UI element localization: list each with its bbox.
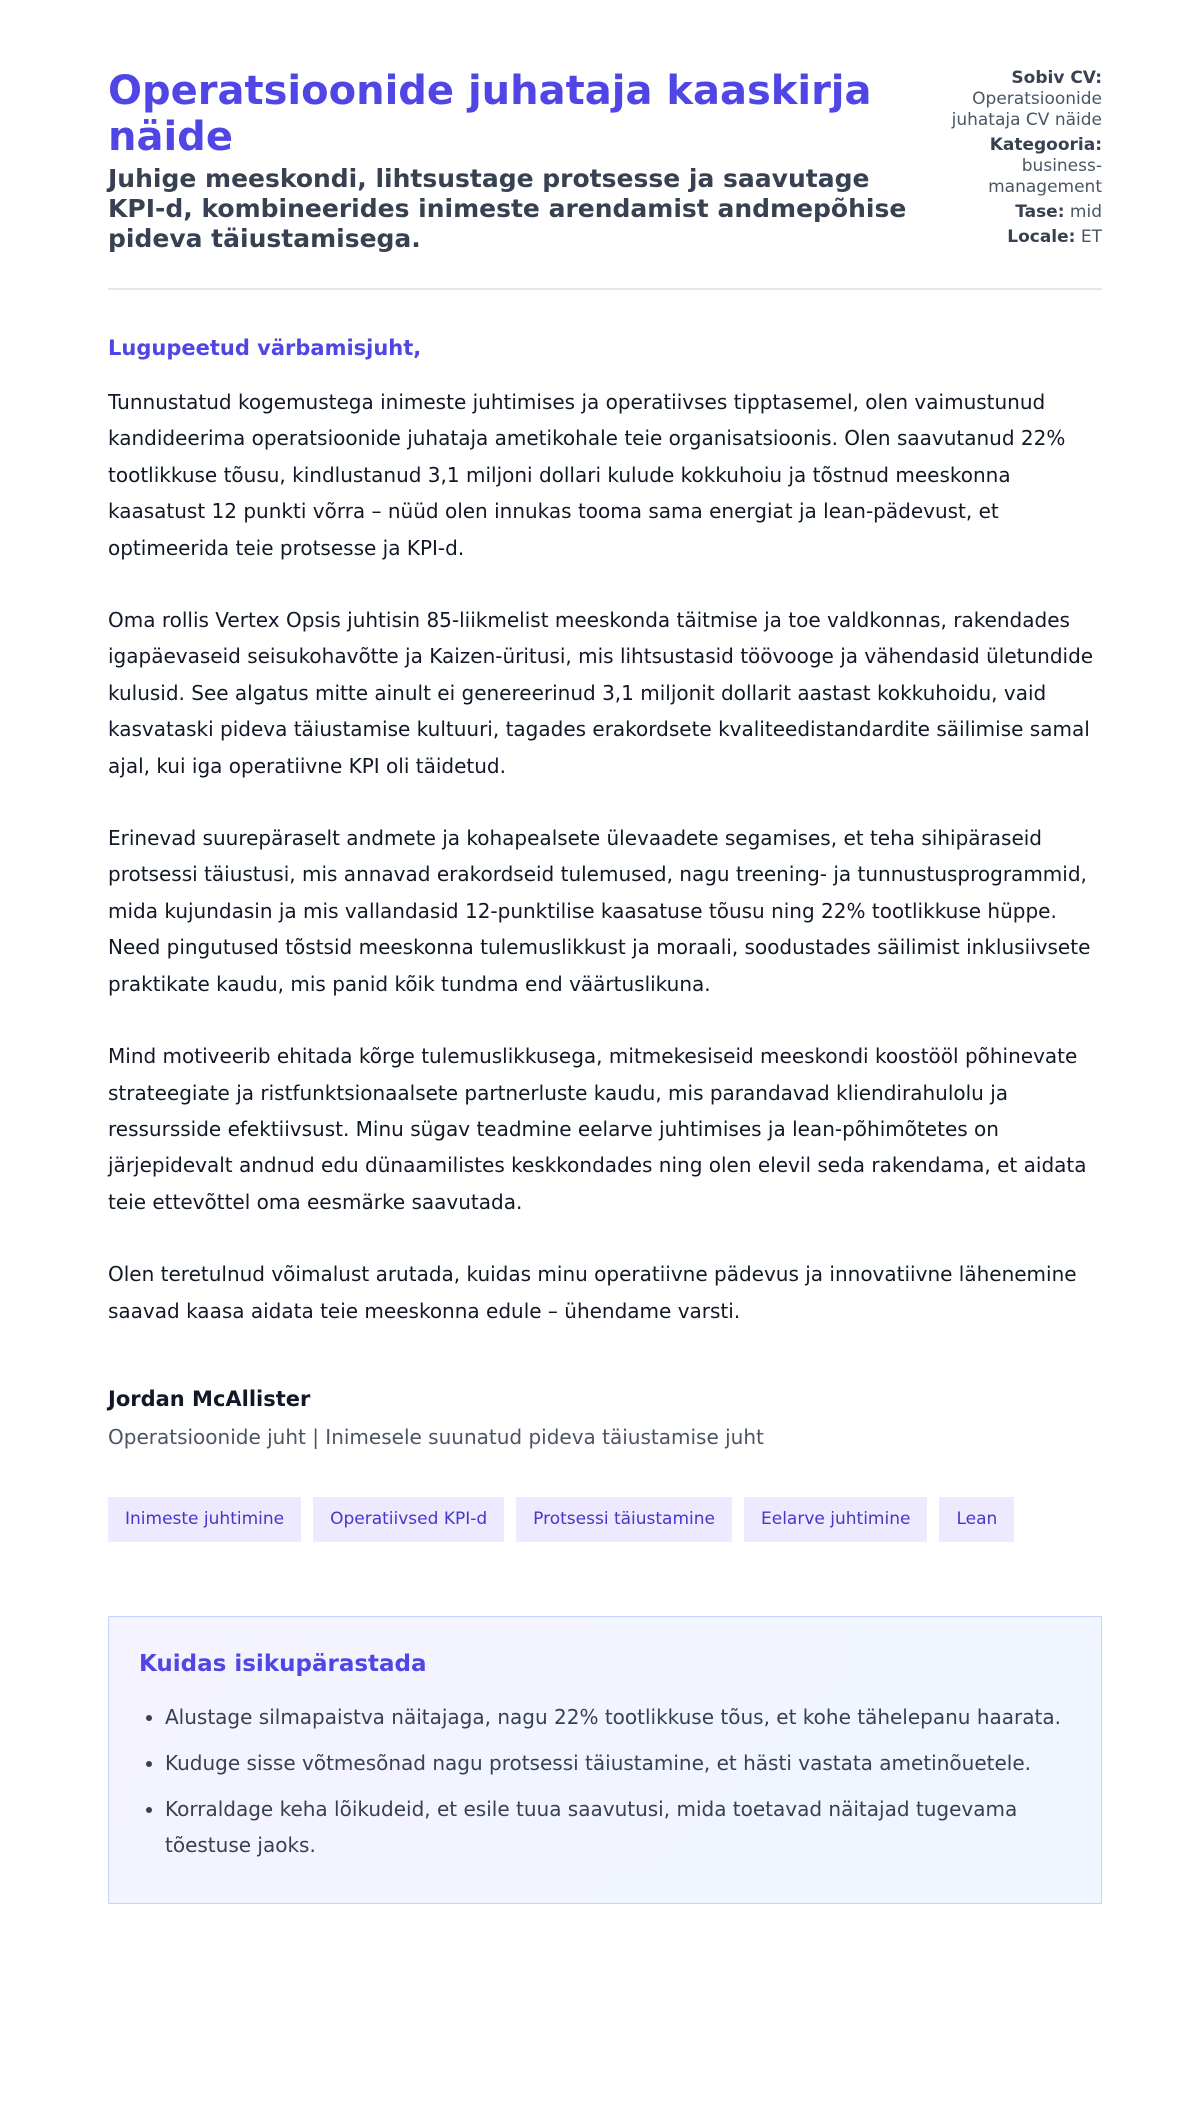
page-subtitle: Juhige meeskondi, lihtsustage protsesse ja saavutage KPI-d, kombineerides inimeste arendamist andmepõhise pideva täiustamisega. (108, 164, 907, 253)
meta-value: business-management (988, 156, 1102, 197)
meta-value: Operatsioonide juhataja CV näide (951, 89, 1102, 130)
meta-value: ET (1080, 227, 1102, 247)
tag: Inimeste juhtimine (108, 1497, 301, 1542)
tag: Eelarve juhtimine (744, 1497, 927, 1542)
personalize-tips-box (108, 1616, 1102, 1904)
divider (108, 288, 1102, 290)
tag-list (108, 1497, 1102, 1542)
meta-label: Sobiv CV: (1011, 68, 1102, 88)
paragraph: Mind motiveerib ehitada kõrge tulemuslikkusega, mitmekesiseid meeskondi koostööl põhinevate strateegiate ja ristfunktsionaalsete partnerluste kaudu, mis parandavad kliendirahulolu ja ressursside efektiivsust. Minu sügav teadmine eelarve juhtimises ja lean-põhimõtetes on järjepidevalt andnud edu dünaamilistes keskkondades ning olen elevil seda rakendama, et aidata teie ettevõttel oma eesmärke saavutada. (108, 1044, 1087, 1214)
paragraph: Erinevad suurepäraselt andmete ja kohapealsete ülevaadete segamises, et teha sihipäraseid protsessi täiustusi, mis annavad erakordseid tulemused, nagu treening- ja tunnustusprogrammid, mida kujundasin ja mis vallandasid 12-punktilise kaasatuse tõusu ning 22% tootlikkuse hüppe. Need pingutused tõstsid meeskonna tulemuslikkust ja moraali, soodustades säilimist inklusiivsete praktikate kaudu, mis panid kõik tundma end väärtuslikuna. (108, 826, 1091, 996)
tag: Protsessi täiustamine (516, 1497, 732, 1542)
paragraph: Oma rollis Vertex Opsis juhtisin 85-liikmelist meeskonda täitmise ja toe valdkonnas, rakendades igapäevaseid seisukohavõtte ja Kaizen-üritusi, mis lihtsustasid töövooge ja vähendasid ületundide kulusid. See algatus mitte ainult ei genereerinud 3,1 miljonit dollarit aastast kokkuhoidu, vaid kasvataski pideva täiustamise kultuuri, tagades erakordsete kvaliteedistandardite säilimise samal ajal, kui iga operatiivne KPI oli täidetud. (108, 608, 1094, 778)
meta-locale (912, 227, 1102, 248)
paragraph: Tunnustatud kogemustega inimeste juhtimises ja operatiivses tipptasemel, olen vaimustunud kandideerima operatsioonide juhataja ametikohale teie organisatsioonis. Olen saavutanud 22% tootlikkuse tõusu, kindlustanud 3,1 miljoni dollari kulude kokkuhoiu ja tõstnud meeskonna kaasatust 12 punkti võrra – nüüd olen innukas tooma sama energiat ja lean-pädevust, et optimeerida teie protsesse ja KPI-d. (108, 390, 1066, 560)
letter-body (108, 384, 1102, 1329)
tips-title: Kuidas isikupärastada (139, 1650, 427, 1677)
meta-cv (912, 68, 1102, 131)
paragraph: Olen teretulnud võimalust arutada, kuidas minu operatiivne pädevus ja innovatiivne lähenemine saavad kaasa aidata teie meeskonna edule – ühendame varsti. (108, 1262, 1077, 1323)
page-title: Operatsioonide juhataja kaaskirja näide (108, 68, 872, 160)
meta-label: Kategooria: (989, 135, 1102, 155)
tips-list (139, 1699, 1071, 1863)
tip-item: • Korraldage keha lõikudeid, et esile tuua saavutusi, mida toetavad näitajad tugevama tõestuse jaoks. (165, 1791, 1071, 1863)
signature-name: Jordan McAllister (108, 1386, 311, 1411)
meta-label: Locale: (1007, 227, 1076, 247)
meta-level (912, 202, 1102, 223)
meta-panel (912, 68, 1102, 252)
tip-item: • Kuduge sisse võtmesõnad nagu protsessi täiustamine, et hästi vastata ametinõuetele. (165, 1745, 1071, 1781)
meta-label: Tase: (1015, 202, 1065, 222)
tag: Operatiivsed KPI-d (313, 1497, 504, 1542)
tip-item: • Alustage silmapaistva näitajaga, nagu 22% tootlikkuse tõus, et kohe tähelepanu haarata. (165, 1699, 1071, 1735)
meta-value: mid (1069, 202, 1102, 222)
header (108, 68, 1102, 254)
tag: Lean (939, 1497, 1014, 1542)
greeting: Lugupeetud värbamisjuht, (108, 336, 422, 360)
meta-category (912, 135, 1102, 198)
signature-title: Operatsioonide juht | Inimesele suunatud pideva täiustamise juht (108, 1424, 764, 1449)
